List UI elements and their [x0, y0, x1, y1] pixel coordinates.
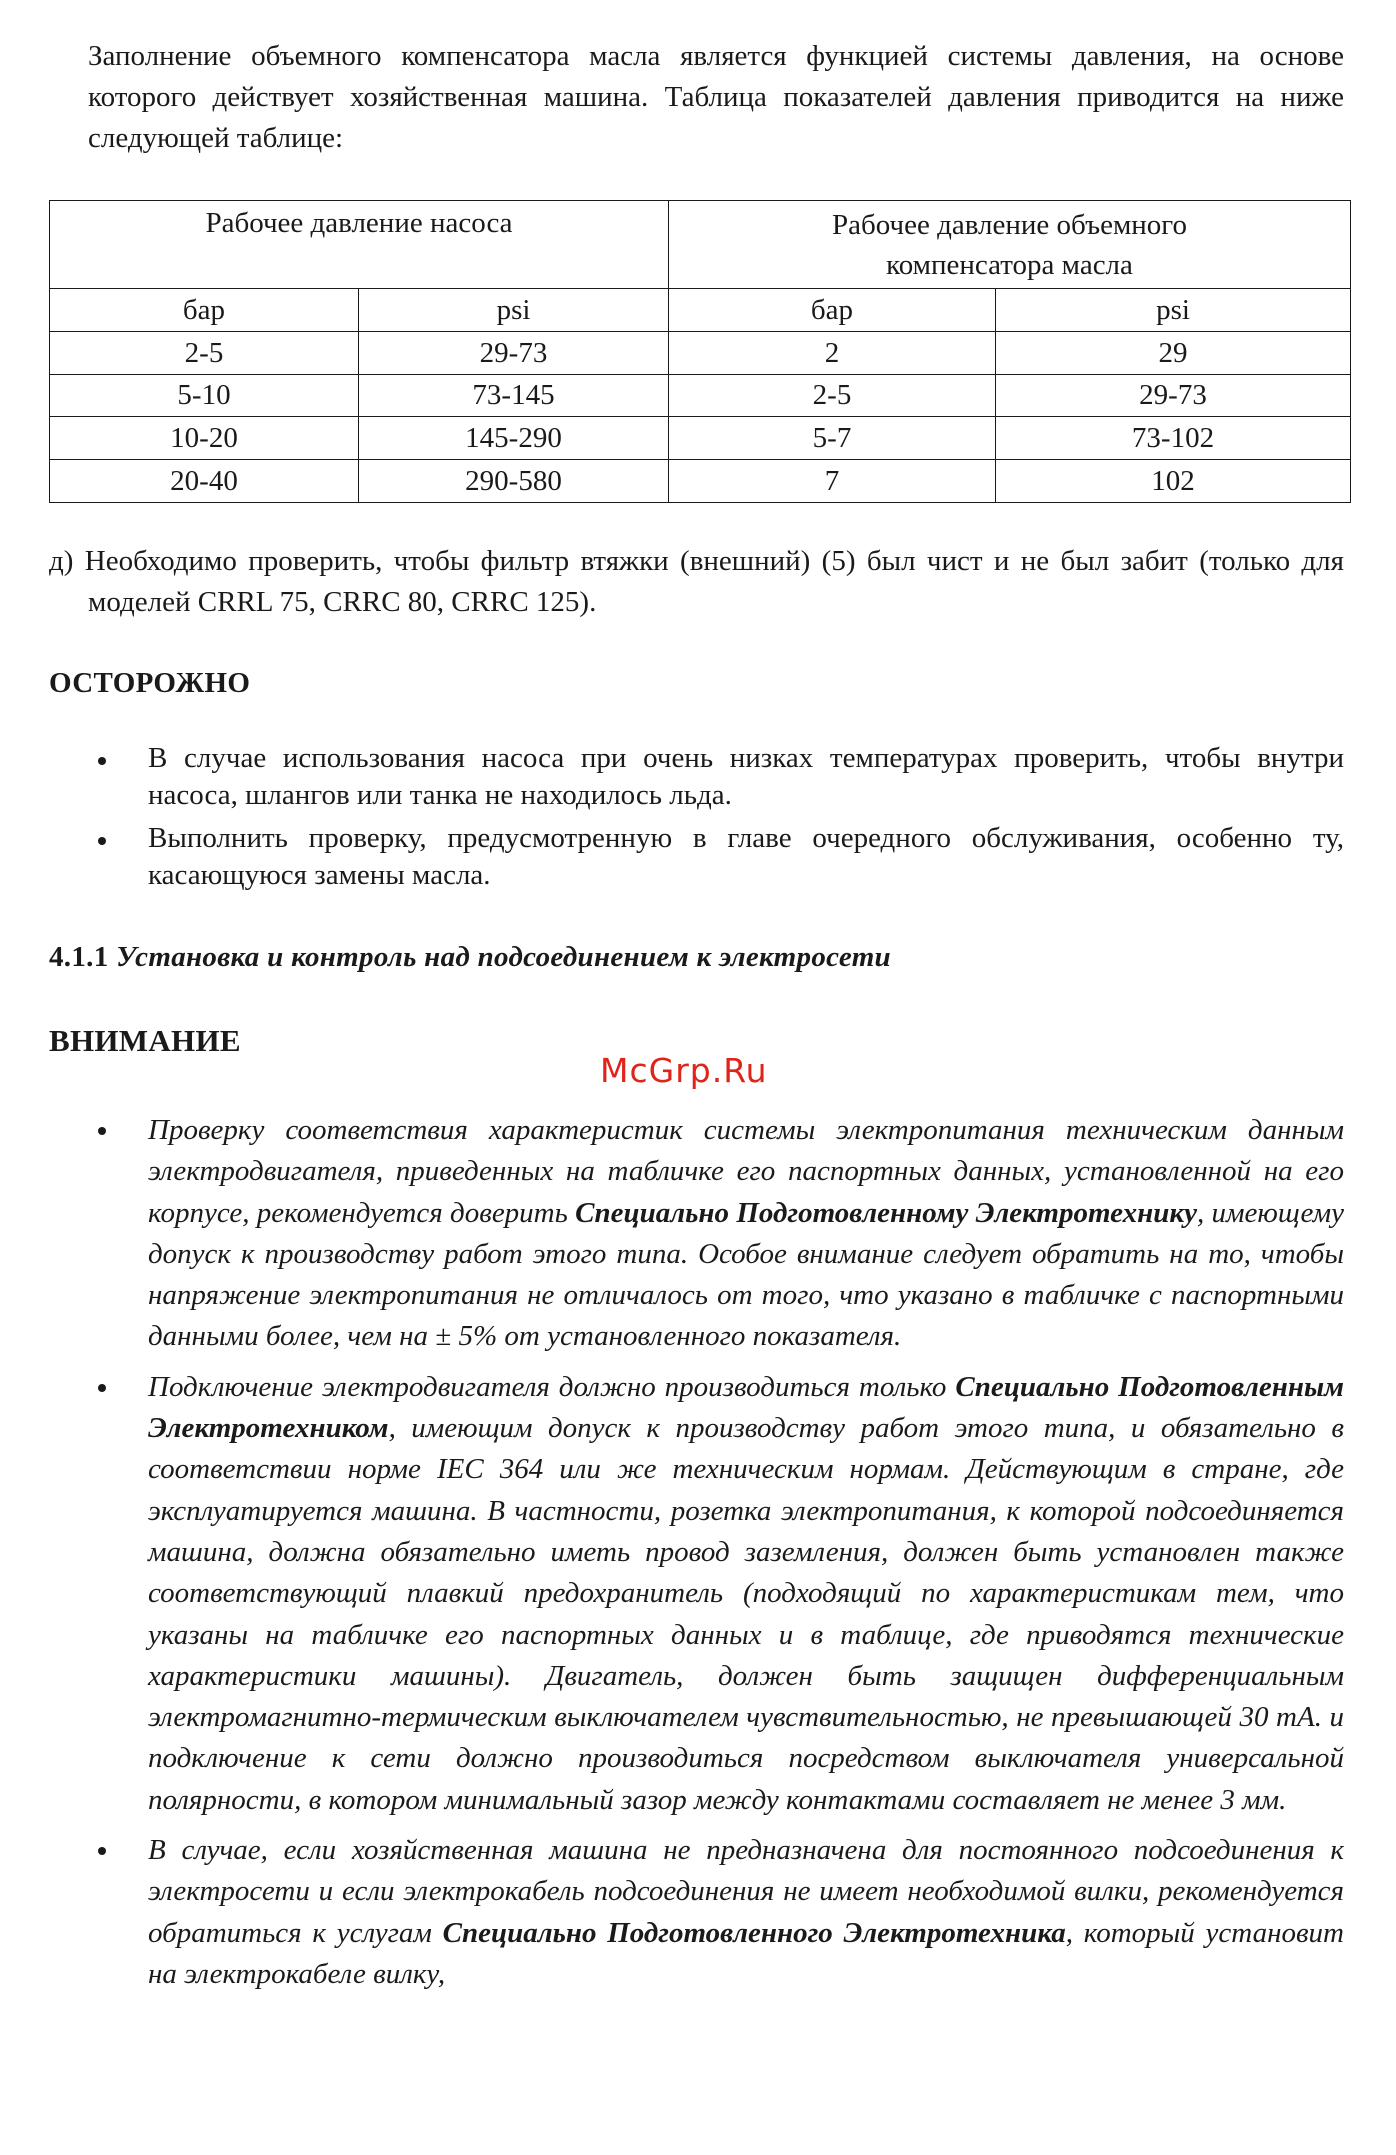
attention-item-emphasis: Специально Подготовленному Электротехнику: [575, 1196, 1197, 1229]
list-item: [49, 1110, 1344, 1358]
bullet-icon: [98, 837, 106, 845]
section-title: Установка и контроль над подсоединением к электросети: [116, 941, 891, 973]
cell-pump-bar: 20-40: [50, 460, 359, 503]
caution-list: [49, 740, 1344, 900]
attention-item-text: , имеющим допуск к производству работ этого типа, и обязательно в соответствии норме IEC 364 или же техническим нормам. Действующим в стране, где эксплуатируется машина. В частности, розетка электропитания, к которой подсоединяется машина, должна обязательно иметь провод заземления, должен быть установлен также соответствующий плавкий предохранитель (подходящий по характеристикам тем, что указаны на табличке его паспортных данных и в таблице, где приводятся технические характеристики машины). Двигатель, должен быть защищен дифференциальным электромагнитно-термическим выключателем чувствительностью, не превышающей 30 mA. и подключение к сети должно производиться посредством выключателя универсальной полярности, в котором минимальный зазор между контактами составляет не менее 3 мм.: [148, 1412, 1344, 1816]
attention-list: [49, 1110, 1344, 2004]
cell-pump-bar: 10-20: [50, 417, 359, 460]
attention-item-emphasis: Специально Подготовленного Электротехника: [442, 1916, 1066, 1949]
unit-bar-pump: бар: [50, 289, 359, 332]
section-number: 4.1.1: [49, 941, 109, 973]
list-item: [49, 1367, 1344, 1821]
attention-item-text: В случае, если хозяйственная машина не предназначена для постоянного подсоединения к электросети и если электрокабель подсоединения не имеет необходимой вилки, рекомендуется обратиться к услугам: [148, 1834, 1344, 1949]
attention-item-text: , который установит на электрокабеле вилку,: [148, 1916, 1344, 1990]
unit-psi-pump: psi: [359, 289, 669, 332]
filter-note: [49, 541, 1344, 623]
cell-pump-bar: 5-10: [50, 374, 359, 417]
table-row: [50, 331, 1351, 374]
table-row: [50, 374, 1351, 417]
table-row: [50, 417, 1351, 460]
cell-comp-psi: 102: [996, 460, 1351, 503]
bullet-icon: [98, 1847, 106, 1855]
caution-item-text: В случае использования насоса при очень низках температурах проверить, чтобы внутри насоса, шлангов или танка не находилось льда.: [148, 742, 1344, 811]
filter-note-text: д) Необходимо проверить, чтобы фильтр втяжки (внешний) (5) был чист и не был забит (только для моделей CRRL 75, CRRC 80, CRRC 125).: [49, 545, 1344, 618]
header-compensator-pressure: Рабочее давление объемного компенсатора масла: [669, 201, 1351, 289]
caution-heading: ОСТОРОЖНО: [49, 667, 251, 699]
attention-item-text: Проверку соответствия характеристик системы электропитания техническим данным электродвигателя, приведенных на табличке его паспортных данных, установленной на его корпусе, рекомендуется доверить: [148, 1114, 1344, 1229]
section-heading: [49, 937, 891, 978]
table-row: [50, 460, 1351, 503]
cell-comp-bar: 2-5: [669, 374, 996, 417]
caution-item-text: Выполнить проверку, предусмотренную в главе очередного обслуживания, особенно ту, касающуюся замены масла.: [148, 822, 1344, 891]
attention-item-text: Подключение электродвигателя должно производиться только: [148, 1370, 956, 1403]
cell-comp-psi: 29: [996, 331, 1351, 374]
cell-comp-bar: 7: [669, 460, 996, 503]
cell-comp-psi: 29-73: [996, 374, 1351, 417]
bullet-icon: [98, 1127, 106, 1135]
cell-comp-bar: 2: [669, 331, 996, 374]
cell-comp-bar: 5-7: [669, 417, 996, 460]
cell-pump-bar: 2-5: [50, 331, 359, 374]
table-group-header-row: [50, 201, 1351, 289]
intro-paragraph: [88, 36, 1344, 159]
watermark-text: McGrp.Ru: [600, 1051, 768, 1090]
attention-item-emphasis: Специально Подготовленным Электротехником: [148, 1370, 1344, 1445]
pressure-table: [49, 200, 1351, 503]
list-item: [49, 820, 1344, 894]
bullet-icon: [98, 757, 106, 765]
cell-pump-psi: 29-73: [359, 331, 669, 374]
unit-psi-comp: psi: [996, 289, 1351, 332]
cell-pump-psi: 73-145: [359, 374, 669, 417]
attention-item-text: , имеющему допуск к производству работ этого типа. Особое внимание следует обратить на то, чтобы напряжение электропитания не отличалось от того, что указано в табличке с паспортными данными более, чем на ± 5% от установленного показателя.: [148, 1196, 1344, 1353]
table-unit-row: [50, 289, 1351, 332]
list-item: [49, 1830, 1344, 1995]
cell-comp-psi: 73-102: [996, 417, 1351, 460]
list-item: [49, 740, 1344, 814]
unit-bar-comp: бар: [669, 289, 996, 332]
intro-text: Заполнение объемного компенсатора масла является функцией системы давления, на основе которого действует хозяйственная машина. Таблица показателей давления приводится на ниже следующей таблице:: [88, 40, 1344, 154]
attention-heading: ВНИМАНИЕ: [49, 1023, 241, 1058]
cell-pump-psi: 145-290: [359, 417, 669, 460]
cell-pump-psi: 290-580: [359, 460, 669, 503]
header-pump-pressure: Рабочее давление насоса: [50, 201, 669, 289]
bullet-icon: [98, 1384, 106, 1392]
